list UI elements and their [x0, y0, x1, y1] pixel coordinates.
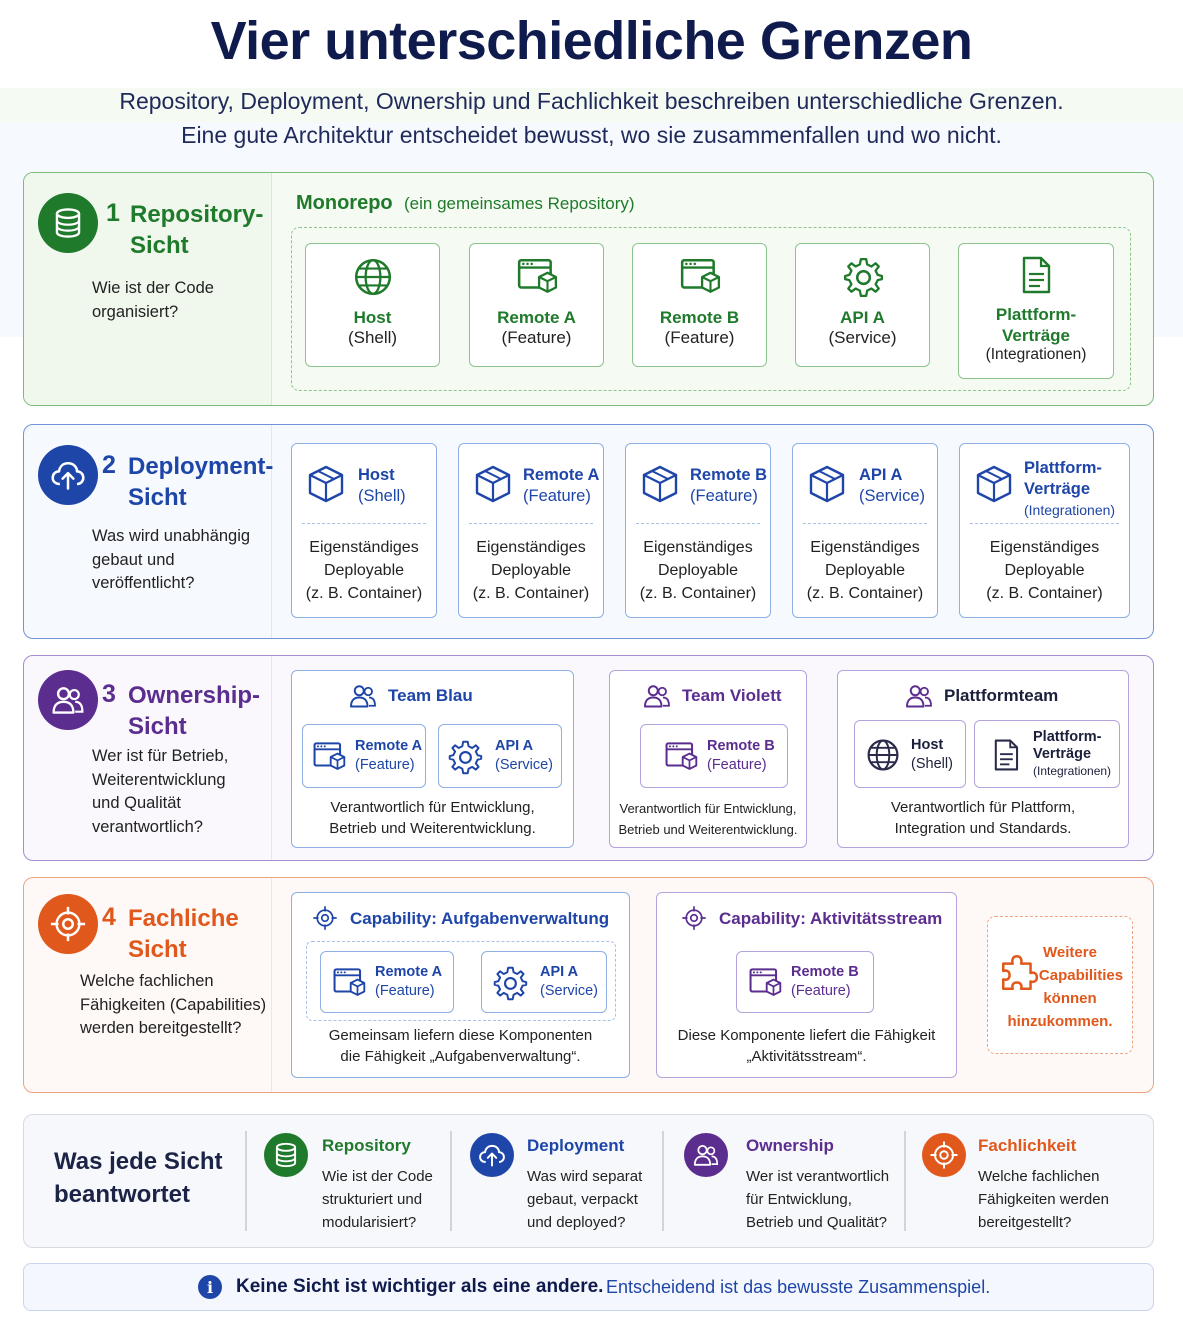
plattformteam-box: Plattformteam Host (Shell) Plattform- Verträge (Integrationen) Verantwortlich für Plattform, Integration und Standards. [837, 670, 1129, 848]
repo-card-remote-b: Remote B (Feature) [632, 243, 767, 367]
team-blau-box: Team Blau Remote A (Feature) API A (Service) Verantwortlich für Entwicklung, Betrieb und Weiterentwicklung. [291, 670, 574, 848]
deploy-card-api-a: API A (Service) Eigenständiges Deployable (z. B. Container) [792, 443, 938, 618]
window-box-icon [663, 740, 699, 774]
target-icon [922, 1133, 966, 1177]
gear-icon [447, 739, 483, 775]
target-icon [312, 905, 338, 931]
page-title: Vier unterschiedliche Grenzen [210, 11, 973, 71]
globe-icon [352, 256, 394, 298]
deploy-card-remote-b: Remote B (Feature) Eigenständiges Deployable (z. B. Container) [625, 443, 771, 618]
deploy-card-host: Host (Shell) Eigenständiges Deployable (z. B. Container) [291, 443, 437, 618]
cube-icon [974, 464, 1014, 504]
window-box-icon [747, 966, 783, 1000]
deployment-left-panel [24, 425, 272, 638]
info-icon: i [198, 1275, 222, 1299]
repository-number: 1 [106, 199, 120, 227]
fachlich-question: Welche fachlichen Fähigkeiten (Capabilities) werden bereitgestellt? [80, 972, 267, 1037]
footer-text: Entscheidend ist das bewusste Zusammenspiel. [606, 1277, 991, 1297]
plattformteam-plattform-vertraege: Plattform- Verträge (Integrationen) [974, 720, 1120, 788]
page-subtitle-line1: Repository, Deployment, Ownership und Fachlichkeit beschreiben unterschiedliche Grenzen. [0, 88, 1183, 322]
window-box-icon [515, 256, 559, 298]
summary-title: Was jede Sicht beantwortet [54, 1148, 223, 1208]
globe-icon [865, 737, 901, 773]
footer-bold-text: Keine Sicht ist wichtiger als eine andere. [236, 1276, 604, 1297]
people-icon [904, 681, 934, 711]
capability-aktivitaetsstream-box: Capability: Aktivitätsstream Remote B (Feature) Diese Komponente liefert die Fähigkeit „Aktivitätsstream“. [656, 892, 957, 1078]
deployment-number: 2 [102, 451, 116, 479]
repository-question: Wie ist der Code organisiert? [92, 279, 214, 321]
cube-icon [306, 464, 346, 504]
repo-card-host: Host (Shell) [305, 243, 440, 367]
cap1-api-a: API A (Service) [481, 951, 607, 1013]
cube-icon [640, 464, 680, 504]
ownership-question: Wer ist für Betrieb, Weiterentwicklung und Qualität verantwortlich? [92, 747, 229, 836]
document-icon [989, 737, 1023, 773]
gear-icon [842, 256, 884, 298]
monorepo-sub: (ein gemeinsames Repository) [404, 194, 635, 213]
team-blau-api-a: API A (Service) [438, 724, 562, 788]
repository-name: Repository- Sicht [130, 201, 264, 259]
gear-icon [492, 965, 528, 1001]
summary-panel: Was jede Sicht beantwortet Repository Wie ist der Code strukturiert und modularisiert? Deployment Was wird separat gebaut, verpackt und deployed? Ownership Wer ist verantwortlich für Entwicklung, Betrieb und Qualität? Fachlichkeit Welche fachlichen Fähigkeiten werden bereitgestellt? [23, 1114, 1154, 1248]
deploy-card-remote-a: Remote A (Feature) Eigenständiges Deployable (z. B. Container) [458, 443, 604, 618]
deploy-card-plattform-vertraege: Plattform- Verträge (Integrationen) Eigenständiges Deployable (z. B. Container) [959, 443, 1130, 618]
fachlich-name: Fachliche Sicht [128, 905, 239, 963]
ownership-left-panel [24, 656, 272, 860]
cap1-remote-a: Remote A (Feature) [320, 951, 454, 1013]
database-icon [264, 1133, 308, 1177]
people-icon [684, 1133, 728, 1177]
window-box-icon [311, 740, 347, 774]
fachlich-number: 4 [102, 903, 116, 931]
document-icon [1016, 254, 1056, 296]
people-icon [38, 670, 98, 730]
repository-left-panel [24, 173, 272, 405]
fachlich-left-panel [24, 878, 272, 1092]
window-box-icon [678, 256, 722, 298]
plattformteam-host: Host (Shell) [854, 720, 966, 788]
ownership-number: 3 [102, 680, 116, 708]
repo-card-plattform-vertraege: Plattform- Verträge (Integrationen) [958, 243, 1114, 379]
deployment-question: Was wird unabhängig gebaut und veröffentlicht? [92, 527, 251, 592]
people-icon [348, 681, 378, 711]
footer-note [23, 1263, 1154, 1311]
window-box-icon [331, 966, 367, 1000]
repo-card-api-a: API A (Service) [795, 243, 930, 367]
team-violett-remote-b: Remote B (Feature) [640, 724, 788, 788]
deployment-name: Deployment- Sicht [128, 453, 274, 511]
page-subtitle-line2: Eine gute Architektur entscheidet bewusst, wo sie zusammenfallen und wo nicht. [0, 122, 1183, 337]
target-icon [681, 905, 707, 931]
cube-icon [473, 464, 513, 504]
cloud-upload-icon [470, 1133, 514, 1177]
capability-aufgabenverwaltung-box: Capability: Aufgabenverwaltung Remote A (Feature) API A (Service) Gemeinsam liefern diese Komponenten die Fähigkeit „Aufgabenverwaltung“. [291, 892, 630, 1078]
team-violett-box: Team Violett Remote B (Feature) Verantwortlich für Entwicklung, Betrieb und Weiterentwicklung. [609, 670, 807, 848]
people-icon [642, 681, 672, 711]
cloud-upload-icon [38, 445, 98, 505]
database-icon [38, 193, 98, 253]
more-capabilities-box: Weitere Capabilities können hinzukommen. [987, 916, 1133, 1054]
ownership-name: Ownership- Sicht [128, 682, 261, 740]
target-icon [38, 894, 98, 954]
repo-card-remote-a: Remote A (Feature) [469, 243, 604, 367]
cube-icon [807, 464, 847, 504]
team-blau-remote-a: Remote A (Feature) [302, 724, 426, 788]
cap2-remote-b: Remote B (Feature) [736, 951, 874, 1013]
monorepo-label: Monorepo [296, 192, 393, 214]
